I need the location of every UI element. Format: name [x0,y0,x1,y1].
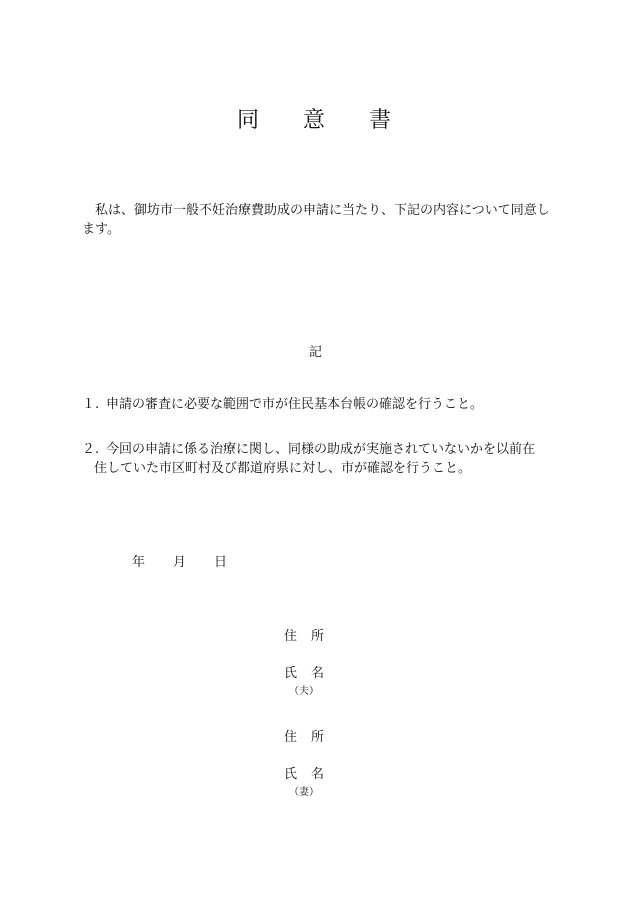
intro-text: 私は、御坊市一般不妊治療費助成の申請に当たり、下記の内容について同意します。 [82,203,550,237]
intro-paragraph [82,201,562,239]
item-2-text-line2: 住していた市区町村及び都道府県に対し、市が確認を行うこと。 [94,461,472,476]
item-1-text: 申請の審査に必要な範囲で市が住民基本台帳の確認を行うこと。 [106,397,484,412]
wife-address-char-2: 所 [311,730,325,745]
wife-address-label [284,726,324,745]
husband-address-char-1: 住 [284,629,298,644]
item-1-number: １. [82,397,100,412]
item-2-text-line1: 今回の申請に係る治療に関し、同様の助成が実施されていないかを以前在 [106,442,536,457]
item-2-number: ２. [82,442,100,457]
document-title [0,103,630,134]
husband-name-char-2: 名 [311,666,325,681]
husband-role-label: （夫） [289,686,319,697]
date-line [132,551,227,570]
wife-address-char-1: 住 [284,730,298,745]
consent-item-2 [82,440,562,478]
husband-name-char-1: 氏 [284,666,298,681]
day-label: 日 [214,555,228,570]
title-char-3: 書 [369,108,394,133]
year-label: 年 [132,555,146,570]
title-char-2: 意 [302,108,327,133]
wife-name-char-2: 名 [311,767,325,782]
consent-item-1 [82,395,562,414]
husband-name-label [284,662,324,681]
month-label: 月 [173,555,187,570]
husband-address-char-2: 所 [311,629,325,644]
husband-address-label [284,625,324,644]
ki-heading: 記 [309,345,323,360]
wife-role-label: （妻） [289,787,319,798]
title-char-1: 同 [236,108,261,133]
wife-name-label [284,763,324,782]
wife-name-char-1: 氏 [284,767,298,782]
